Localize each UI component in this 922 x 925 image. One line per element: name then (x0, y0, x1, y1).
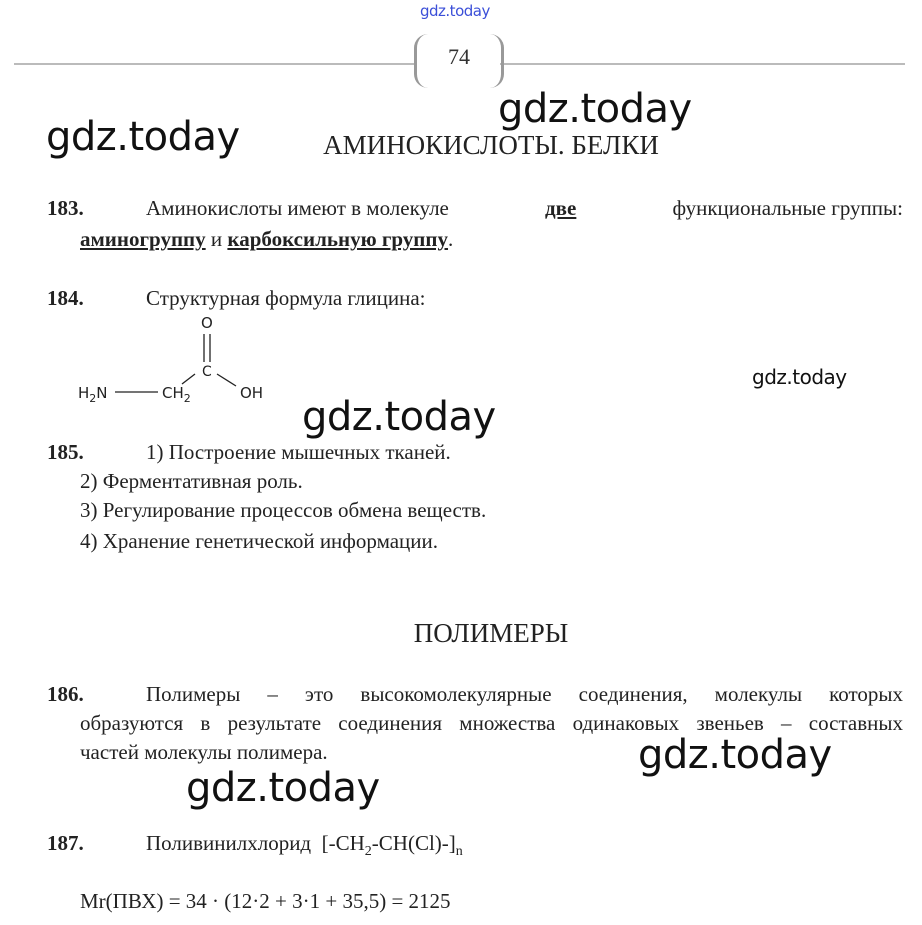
q185-item-4: 4) Хранение генетической информации. (80, 529, 439, 553)
page-number: 74 (448, 44, 470, 69)
question-number-185: 185. (47, 440, 84, 464)
q185-item-3: 3) Регулирование процессов обмена веществ. (80, 498, 487, 522)
watermark-4: gdz.today (302, 394, 496, 440)
q185-item-2: 2) Ферментативная роль. (80, 469, 303, 493)
q187-calculation: Mr(ПВХ) = 34 · (12·2 + 3·1 + 35,5) = 2125 (80, 889, 451, 913)
c-oh-bond (217, 374, 236, 386)
amino-label: $H_2N$ (78, 384, 108, 405)
oxygen-label: O (201, 314, 213, 332)
q186-line3: частей молекулы полимера. (80, 740, 328, 764)
q183-text3: и (210, 227, 223, 251)
header-rule-left (14, 63, 414, 65)
q187-formula-part1: [-CH (321, 831, 365, 855)
q187-formula-sub1: 2 (364, 844, 372, 860)
q183-text4: . (448, 227, 454, 251)
q183-bold-carboxyl: карбоксильную группу (227, 227, 449, 251)
q183-text2: функциональные группы: (672, 196, 903, 220)
q185-item-1: 1) Построение мышечных тканей. (146, 440, 451, 464)
q183-bold-two: две (545, 196, 577, 220)
q183-text1: Аминокислоты имеют в молекуле (146, 196, 449, 220)
q183-line2 (80, 224, 453, 254)
q187-name: Поливинилхлорид (146, 831, 312, 855)
header-rule-right (500, 63, 905, 65)
question-number-187: 187. (47, 831, 84, 855)
watermark-3: gdz.today (752, 365, 847, 389)
section-title-polymers: ПОЛИМЕРЫ (413, 618, 569, 648)
watermark-1: gdz.today (498, 86, 692, 132)
question-number-186: 186. (47, 682, 84, 706)
watermark-5: gdz.today (638, 732, 832, 778)
q187-formula-part2: -CH(Cl)-] (371, 831, 456, 855)
watermark-2: gdz.today (46, 114, 240, 160)
q183-line1 (146, 193, 903, 223)
question-number-183: 183. (47, 196, 84, 220)
watermark-top: gdz.today (420, 2, 490, 20)
q186-line1: Полимеры – это высокомолекулярные соединения, молекулы которых (146, 682, 903, 706)
q187-formula-sub-n: n (455, 844, 463, 860)
question-number-184: 184. (47, 286, 84, 310)
ch2-label: $CH_2$ (162, 384, 191, 405)
q184-text: Структурная формула глицина: (146, 286, 426, 310)
carbon-label: C (202, 364, 212, 380)
section-title-amino: АМИНОКИСЛОТЫ. БЕЛКИ (323, 130, 659, 160)
ch2-c-bond (182, 374, 195, 384)
hydroxyl-label: OH (240, 384, 264, 402)
glycine-structure-diagram (70, 310, 290, 410)
q187-formula-line (146, 828, 463, 867)
watermark-6: gdz.today (186, 765, 380, 811)
q183-bold-amino: аминогруппу (80, 227, 206, 251)
q186-line2: образуются в результате соединения множества одинаковых звеньев – составных (80, 711, 903, 735)
